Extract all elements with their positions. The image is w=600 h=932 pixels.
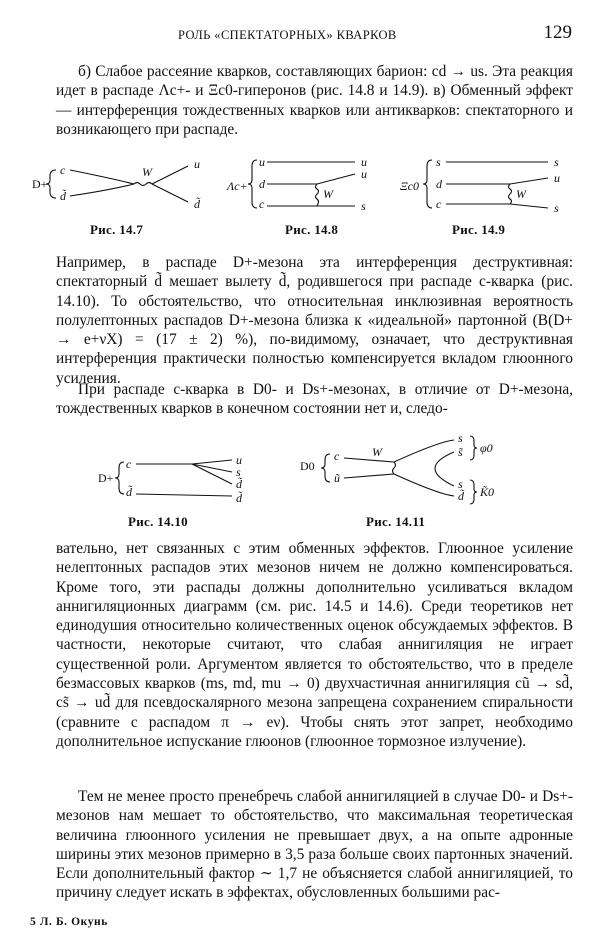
fig-14-9-q-in-2: d <box>436 177 442 191</box>
fig-14-11-q-out-4: d̃ <box>458 489 464 503</box>
fig-14-11-out-4 <box>394 474 454 496</box>
fig-14-10-line-4 <box>136 494 232 496</box>
fig-14-9-q-out-2: u <box>554 171 560 185</box>
fig-14-8-q-out-3: s <box>361 199 366 213</box>
paragraph-weak-scattering: б) Слабое рассеяние кварков, составляющих барион: cd → us. Эта реакция идет в распаде Λc+- и Ξc0-гиперонов (рис. 14.8 и 14.9). в) Обменный эффект — интерференция тождественных кварков или антикварков: спектаторного и возникающего при распаде. <box>56 63 573 138</box>
fig-14-8-w-line <box>316 184 319 206</box>
fig-14-11-brace <box>321 454 330 482</box>
fig-14-10-line-3 <box>192 464 232 484</box>
fig-14-8-line-2 <box>267 174 355 184</box>
fig-14-7-meson: D+ <box>32 177 48 191</box>
fig-14-7-brace <box>46 170 56 198</box>
fig-14-11-q-in-2: ũ <box>334 471 340 485</box>
page-footer-signature: 5 Л. Б. Окунь <box>30 916 108 928</box>
paragraph-d0-ds-decay: При распаде c-кварка в D0- и Ds+-мезонах, в отличие от D+-мезона, тождественных кварков в конечном состоянии нет и, следо- <box>56 381 573 418</box>
fig-14-9-q-in-1: s <box>436 155 441 169</box>
fig-14-9-q-out-1: s <box>554 155 559 169</box>
fig-14-7-out-top <box>152 166 188 184</box>
fig-14-11-lines-in <box>344 458 394 478</box>
fig-14-8-q-out-2: u <box>361 167 367 181</box>
fig-14-9-w-line <box>509 184 512 204</box>
feynman-diagram-14-8 <box>225 148 375 218</box>
fig-14-8-boson: W <box>323 187 333 201</box>
fig-14-10-line-1 <box>136 460 232 464</box>
fig-14-10-meson: D+ <box>98 471 114 485</box>
fig-14-10-q-out-3: d̃ <box>236 477 242 491</box>
fig-14-11-q-in-1: c <box>334 449 340 463</box>
page-number: 129 <box>543 22 572 43</box>
caption-14-10: Рис. 14.10 <box>128 514 188 529</box>
fig-14-7-line-in-top <box>70 170 134 184</box>
fig-14-11-brace-bottom <box>470 480 477 504</box>
feynman-diagram-14-11 <box>298 428 518 508</box>
fig-14-8-q-in-3: c <box>259 197 265 211</box>
caption-14-7: Рис. 14.7 <box>90 222 144 237</box>
paragraph-annihilation: вательно, нет связанных с этим обменных эффектов. Глюонное усиление нелептонных распадов этих мезонов ничем не должно компенсироваться. Кроме того, эти распады должны дополнительно усиливаться вкладом аннигиляционных диаграмм (см. рис. 14.5 и 14.6). Среди теоретиков нет единодушия относительно количественных оценок обсуждаемых эффектов. В частности, некоторые считают, что слабая аннигиляция не играет существенной роли. Аргументом является то обстоятельство, что в пределе безмассовых кварков (ms, md, mu → 0) двухчастичная аннигиляция cũ → sd̃, cs̃ → ud̃ для псевдоскалярного мезона запрещена сохранением спиральности (сравните с распадом π → eν). Чтобы снять этот запрет, необходимо дополнительное испускание глюонов (глюонное тормозное излучение). <box>56 540 573 750</box>
feynman-diagram-14-10 <box>96 452 266 512</box>
fig-14-11-meson-out-1: φ0 <box>480 441 493 455</box>
fig-14-10-q-in-2: d̃ <box>126 485 132 499</box>
fig-14-7-q-in-1: c <box>60 163 66 177</box>
fig-14-9-line-2 <box>446 178 548 184</box>
fig-14-7-boson: W <box>142 165 152 179</box>
fig-14-9-q-in-3: c <box>436 197 442 211</box>
fig-14-9-line-3 <box>446 204 548 208</box>
figure-14-11 <box>298 428 518 508</box>
fig-14-8-brace <box>248 160 257 208</box>
fig-14-7-q-out-2: d̃ <box>194 197 200 211</box>
caption-14-11: Рис. 14.11 <box>366 514 426 529</box>
fig-14-8-q-in-2: d <box>259 177 265 191</box>
fig-14-11-pair-curve <box>435 452 454 486</box>
feynman-diagram-14-7 <box>30 148 200 218</box>
fig-14-11-q-out-3: s <box>458 477 463 491</box>
running-title: РОЛЬ «СПЕКТАТОРНЫХ» КВАРКОВ <box>178 28 397 42</box>
fig-14-11-boson: W <box>372 445 382 459</box>
fig-14-8-baryon: Λc+ <box>227 179 248 193</box>
fig-14-11-q-out-1: s <box>458 431 463 445</box>
fig-14-11-brace-top <box>470 436 477 460</box>
fig-14-7-q-in-2: d̃ <box>60 189 66 203</box>
fig-14-10-q-in-1: c <box>126 457 132 471</box>
fig-14-7-out-bottom <box>152 184 188 202</box>
fig-14-11-out-1 <box>394 440 454 462</box>
paragraph-destructive-interference: Например, в распаде D+-мезона эта интерференция деструктивная: спектаторный d̃ мешает вылету d̃, родившегося при распаде c-кварка (рис. 14.10). То обстоятельство, что относительная инклюзивная вероятность полулептонных распадов D+-мезона близка к «идеальной» партонной (B(D+ → e+νX) = (17 ± 2) %), по-видимому, означает, что деструктивная интерференция практически полностью компенсируется вкладом глюонного усиления. <box>56 254 573 387</box>
fig-14-10-q-out-1: u <box>236 453 242 467</box>
figure-14-8 <box>225 148 375 218</box>
fig-14-11-meson: D0 <box>300 459 315 473</box>
fig-14-9-boson: W <box>516 187 526 201</box>
feynman-diagram-14-9 <box>398 148 568 218</box>
fig-14-11-meson-out-2: K̃0 <box>480 485 495 499</box>
figure-14-10 <box>96 452 266 512</box>
fig-14-10-brace <box>115 462 124 494</box>
fig-14-10-q-out-2: s <box>236 465 241 479</box>
page-header <box>0 22 600 46</box>
fig-14-8-q-in-1: u <box>259 155 265 169</box>
caption-14-9: Рис. 14.9 <box>452 222 506 237</box>
fig-14-11-w-line <box>393 462 396 474</box>
fig-14-9-q-out-3: s <box>554 201 559 215</box>
fig-14-7-line-in-bottom <box>70 184 134 196</box>
figure-14-9 <box>398 148 568 218</box>
fig-14-7-q-out-1: u <box>194 157 200 171</box>
paragraph-gluon-enhancement: Тем не менее просто пренебречь слабой аннигиляцией в случае D0- и Ds+-мезонов нам мешает то обстоятельство, что максимальная теоретическая величина глюонного усиления не превышает двух, а на опыте адронные ширины этих мезонов примерно в 3,5 раза больше своих партонных значений. Если дополнительный фактор ∼ 1,7 не объясняется слабой аннигиляцией, то причину следует искать в эффектах, обусловленных большими рас- <box>56 788 573 902</box>
fig-14-7-w-line <box>134 183 152 186</box>
caption-14-8: Рис. 14.8 <box>285 222 339 237</box>
fig-14-9-brace <box>423 160 432 208</box>
fig-14-10-q-out-4: d̃ <box>236 491 242 505</box>
figure-14-7 <box>30 148 200 218</box>
fig-14-9-baryon: Ξc0 <box>400 179 419 193</box>
fig-14-11-q-out-2: s̃ <box>458 445 463 459</box>
fig-14-10-line-2 <box>192 464 232 472</box>
fig-14-8-q-out-1: u <box>361 155 367 169</box>
